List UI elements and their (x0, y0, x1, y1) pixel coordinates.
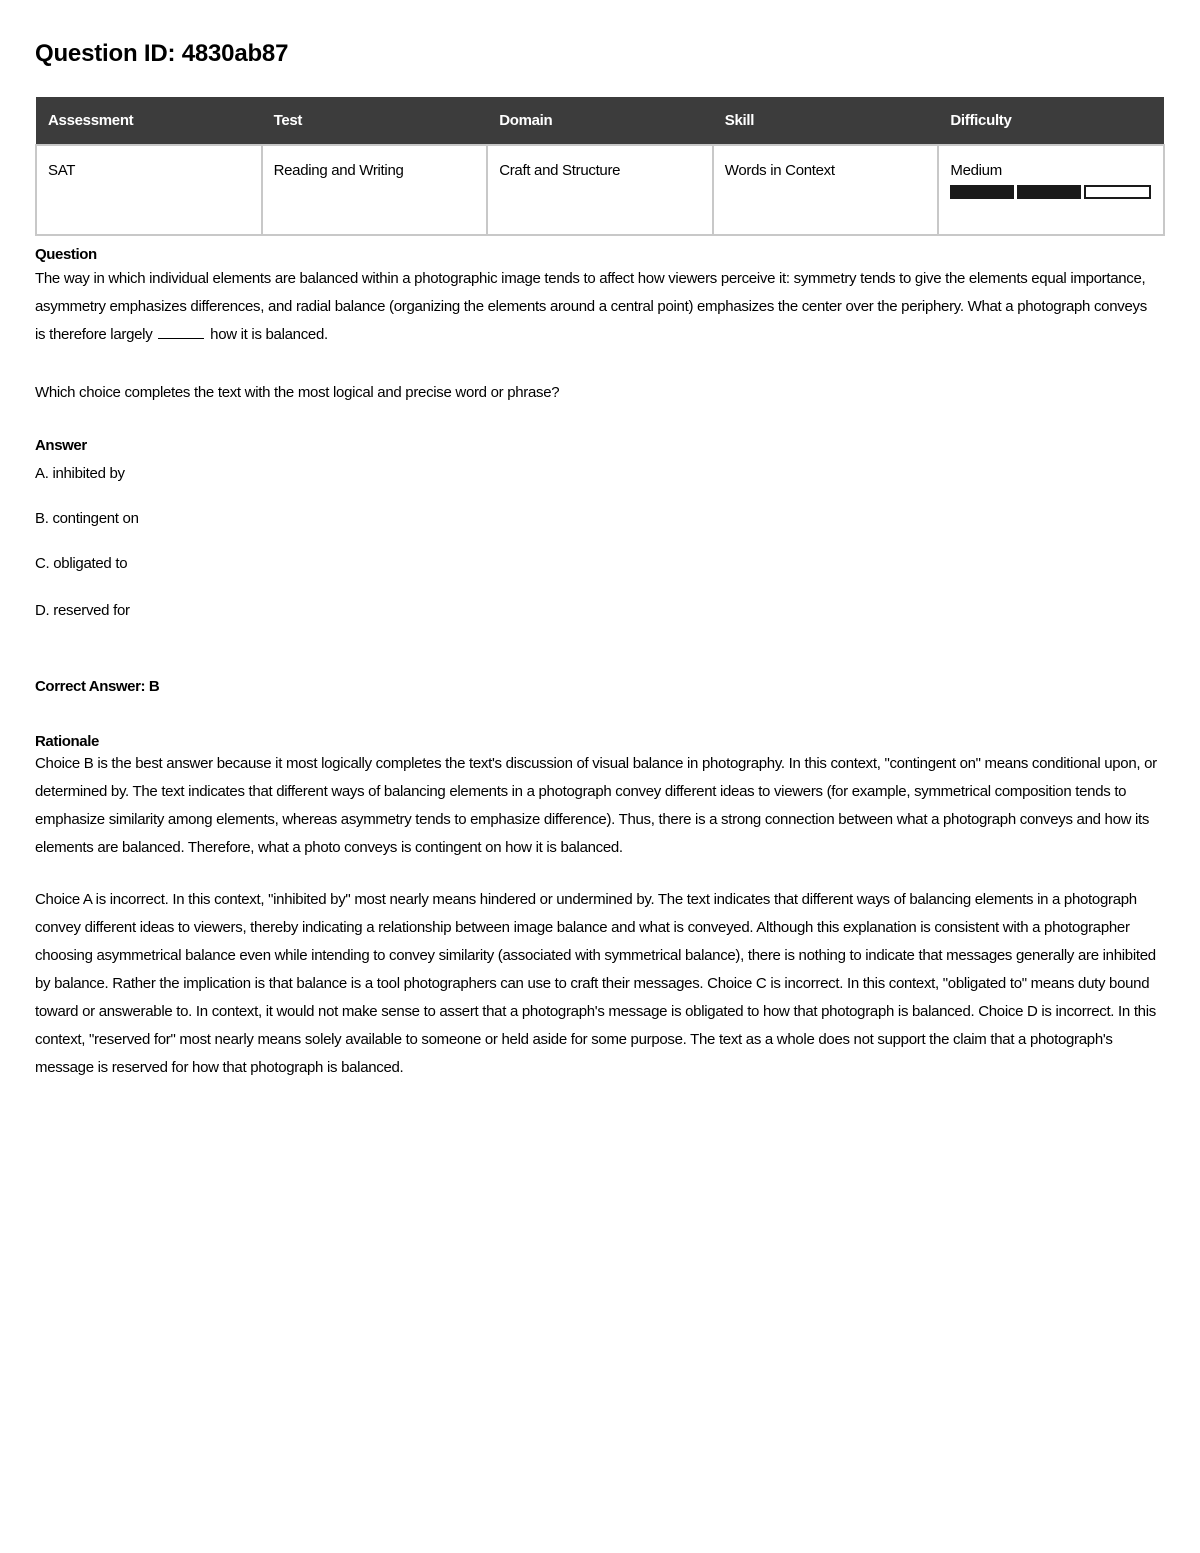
difficulty-meter (950, 185, 1151, 199)
answer-choice-d: D. reserved for (35, 602, 130, 619)
value-difficulty-cell (938, 145, 1164, 235)
header-difficulty: Difficulty (938, 97, 1164, 145)
question-id-title: Question ID: 4830ab87 (35, 40, 289, 67)
metadata-header-row (36, 97, 1164, 145)
difficulty-segment-filled (1017, 185, 1081, 199)
metadata-value-row (36, 145, 1164, 235)
value-skill: Words in Context (713, 145, 939, 235)
header-domain: Domain (487, 97, 713, 145)
question-section (35, 246, 1160, 349)
answer-choice-b: B. contingent on (35, 510, 139, 527)
answer-choice-c: C. obligated to (35, 555, 128, 572)
answer-choice-a: A. inhibited by (35, 465, 125, 482)
value-assessment: SAT (36, 145, 262, 235)
question-text-after-blank: how it is balanced. (210, 326, 328, 343)
question-text (35, 265, 1160, 349)
metadata-table (35, 97, 1165, 236)
value-domain: Craft and Structure (487, 145, 713, 235)
question-heading: Question (35, 246, 97, 263)
header-assessment: Assessment (36, 97, 262, 145)
question-prompt: Which choice completes the text with the most logical and precise word or phrase? (35, 384, 560, 401)
difficulty-segment-empty (1084, 185, 1152, 199)
header-test: Test (262, 97, 488, 145)
answer-heading: Answer (35, 437, 87, 454)
rationale-paragraph-2: Choice A is incorrect. In this context, "inhibited by" most nearly means hindered or undermined by. The text indicates that different ways of balancing elements in a photograph convey different ideas to viewers, thereby indicating a relationship between image balance and what is conveyed. Although this explanation is consistent with a photographer choosing asymmetrical balance even while intending to convey similarity (associated with symmetrical balance), there is nothing to indicate that messages generally are inhibited by balance. Rather the implication is that balance is a tool photographers can use to craft their messages. Choice C is incorrect. In this context, "obligated to" means duty bound toward or answerable to. In context, it would not make sense to assert that a photograph's message is obligated to how that photograph is balanced. Choice D is incorrect. In this context, "reserved for" most nearly means solely available to someone or held aside for some purpose. The text as a whole does not support the claim that a photograph's message is reserved for how that photograph is balanced. (35, 891, 1156, 1076)
answer-blank (158, 324, 204, 339)
value-difficulty: Medium (950, 162, 1002, 179)
header-skill: Skill (713, 97, 939, 145)
rationale-heading: Rationale (35, 733, 99, 750)
rationale-paragraph-1: Choice B is the best answer because it most logically completes the text's discussion of visual balance in photography. In this context, "contingent on" means conditional upon, or determined by. The text indicates that different ways of balancing elements in a photograph convey different ideas to viewers (for example, symmetrical composition tends to emphasize similarity among elements, whereas asymmetry tends to emphasize difference). Thus, there is a strong connection between what a photograph conveys and how its elements are balanced. Therefore, what a photo conveys is contingent on how it is balanced. (35, 755, 1157, 856)
value-test: Reading and Writing (262, 145, 488, 235)
difficulty-segment-filled (950, 185, 1014, 199)
rationale-section (35, 733, 1160, 1082)
correct-answer: Correct Answer: B (35, 678, 160, 695)
question-text-before-blank: The way in which individual elements are balanced within a photographic image tends to affect how viewers perceive it: symmetry tends to give the elements equal importance, asymmetry emphasizes differences, and radial balance (organizing the elements around a central point) emphasizes the center over the periphery. What a photograph conveys is therefore largely (35, 270, 1147, 343)
